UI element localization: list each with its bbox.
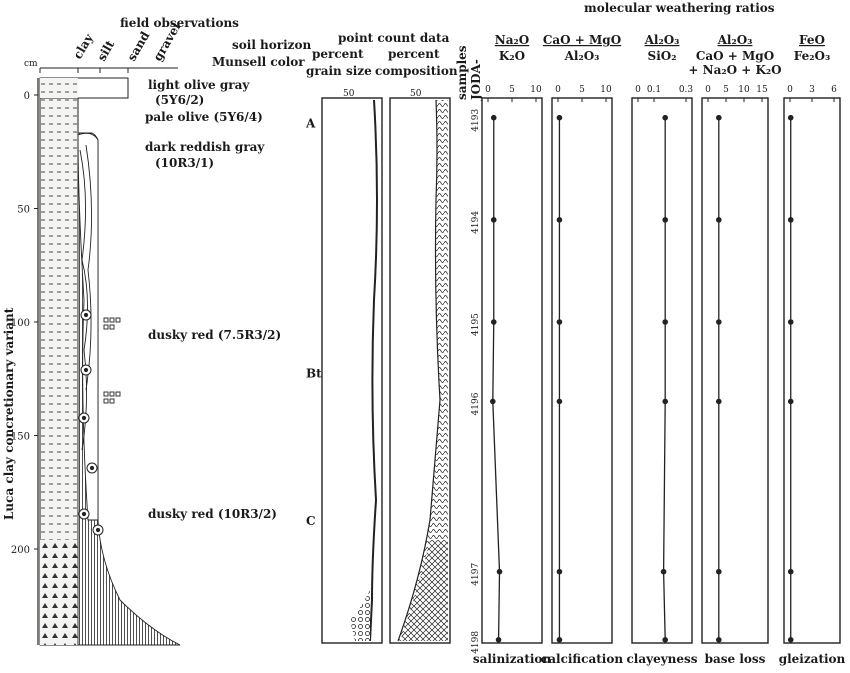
ratio-data-point (788, 217, 794, 223)
munsell-color-label: Munsell color (212, 55, 305, 69)
ratio-tick-label: 0.3 (678, 85, 694, 95)
sample-id: 4194 (471, 210, 481, 234)
depth-tick-label: 50 (17, 204, 30, 216)
ratio-data-point (716, 569, 722, 575)
munsell-dark-reddish-gray: dark reddish gray (145, 140, 265, 154)
weathering-ratios-title: molecular weathering ratios (584, 1, 775, 15)
ratio-tick-label: 0 (485, 85, 491, 95)
ratio-denominator: SiO₂ (647, 49, 677, 63)
depth-tick-label: 150 (10, 431, 30, 443)
ratio-panels (473, 33, 846, 666)
ratio-numerator: Al₂O₃ (644, 33, 680, 47)
munsell-dusky-red-7.5r: dusky red (7.5R3/2) (148, 328, 282, 342)
ratio-panel-gleization (779, 33, 846, 666)
horizon-label-c: C (306, 513, 316, 528)
ratio-data-point (491, 115, 497, 121)
ratio-denominator: K₂O (498, 49, 526, 63)
samples-label: samples (455, 45, 469, 100)
soil-horizon-label: soil horizon (232, 38, 312, 52)
horizon-label-bt: Bt (306, 366, 322, 381)
ratio-tick-label: 0 (555, 85, 561, 95)
ratio-tick-label: 3 (809, 85, 815, 95)
ratio-numerator: FeO (799, 33, 825, 47)
ratio-tick-label: 5 (509, 85, 515, 95)
ratio-panel-frame (482, 98, 542, 643)
horizon-label-a: A (306, 116, 316, 131)
ratio-panel-base loss (688, 33, 781, 666)
ratio-series-line (493, 118, 500, 640)
ratio-panel-frame (702, 98, 768, 643)
ratio-series-line (664, 118, 666, 640)
ratio-data-point (497, 569, 503, 575)
ratio-numerator: CaO + MgO (542, 33, 622, 47)
ratio-panel-salinization (473, 33, 552, 666)
ratio-data-point (662, 319, 668, 325)
ratio-denominator: Fe₂O₃ (793, 49, 831, 63)
depth-unit-label: cm (24, 59, 38, 69)
ratio-tick-label: 0 (705, 85, 711, 95)
grain-tick-50: 50 (343, 89, 355, 99)
ratio-panel-clayeyness (626, 33, 697, 666)
ratio-caption: clayeyness (626, 652, 698, 666)
ratio-numerator: Na₂O (494, 33, 530, 47)
ratio-data-point (662, 217, 668, 223)
ratio-tick-label: 5 (723, 85, 729, 95)
field-observations-label: field observations (120, 16, 239, 30)
ratio-data-point (491, 319, 497, 325)
ratio-caption: salinization (472, 652, 552, 666)
sample-id: 4193 (471, 108, 481, 132)
soil-profile (2, 16, 311, 645)
ratio-data-point (788, 319, 794, 325)
ratio-panel-frame (784, 98, 840, 643)
grain-size-label: grain size (306, 64, 372, 78)
ratio-data-point (788, 569, 794, 575)
ratio-data-point (716, 115, 722, 121)
percent-label-grain: percent (312, 47, 364, 61)
ratio-panel-frame (632, 98, 692, 643)
ratio-tick-label: 10 (738, 85, 750, 95)
sample-id: 4195 (471, 313, 481, 336)
ratio-tick-label: 0 (787, 85, 793, 95)
ratio-tick-label: 0 (635, 85, 641, 95)
ratio-caption: base loss (704, 652, 766, 666)
ratio-tick-label: 5 (579, 85, 585, 95)
percent-label-composition: percent (388, 47, 440, 61)
point-count-panels (306, 31, 458, 643)
ratio-data-point (788, 637, 794, 643)
composition-label: composition (375, 64, 458, 78)
ratio-data-point (557, 217, 563, 223)
ratio-caption: gleization (778, 652, 846, 666)
depth-tick-label: 0 (23, 91, 30, 102)
variant-label: Luca clay concretionary variant (2, 307, 16, 520)
ratio-tick-label: 15 (756, 85, 768, 95)
ratio-data-point (557, 115, 563, 121)
sample-id: 4198 (471, 630, 481, 654)
ratio-tick-label: 0.1 (646, 85, 662, 95)
texture-label-sand: sand (124, 29, 153, 64)
ratio-tick-label: 10 (530, 85, 542, 95)
texture-label-gravel: gravel (150, 20, 184, 64)
ratio-data-point (496, 637, 502, 643)
ratio-data-point (662, 115, 668, 121)
ratio-data-point (716, 637, 722, 643)
ratio-numerator: Al₂O₃ (717, 33, 753, 47)
ratio-data-point (716, 399, 722, 405)
ratio-denominator: + Na₂O + K₂O (688, 63, 782, 77)
horizon-labels (305, 117, 322, 528)
ratio-data-point (491, 217, 497, 223)
texture-label-clay: clay (70, 31, 96, 62)
ratio-denominator: Al₂O₃ (564, 49, 600, 63)
ratio-data-point (662, 399, 668, 405)
samples-column (455, 45, 483, 654)
ratio-data-point (557, 319, 563, 325)
ratio-data-point (788, 399, 794, 405)
ratio-data-point (557, 399, 563, 405)
mottle-symbols (104, 318, 120, 403)
ratio-denominator: CaO + MgO (695, 49, 775, 63)
ratio-caption: calcification (540, 652, 624, 666)
depth-tick-label: 100 (10, 318, 30, 329)
ratio-data-point (661, 569, 667, 575)
munsell-10r3-1: (10R3/1) (155, 156, 215, 170)
composition-tick-50: 50 (410, 89, 422, 99)
ratio-data-point (490, 399, 496, 405)
munsell-light-olive-gray: light olive gray (148, 78, 250, 92)
ratio-data-point (557, 569, 563, 575)
ratio-data-point (557, 637, 563, 643)
sample-id: 4197 (471, 562, 481, 586)
ratio-panel-frame (552, 98, 612, 643)
ratio-tick-label: 10 (600, 85, 612, 95)
ratio-data-point (788, 115, 794, 121)
munsell-5y6-2: (5Y6/2) (155, 93, 205, 107)
munsell-pale-olive: pale olive (5Y6/4) (145, 110, 263, 124)
texture-label-silt: silt (94, 37, 118, 64)
depth-tick-label: 200 (10, 545, 30, 556)
ratio-panel-calcification (541, 33, 623, 666)
sample-id: 4196 (471, 392, 481, 416)
point-count-title: point count data (338, 31, 450, 45)
munsell-dusky-red-10r: dusky red (10R3/2) (148, 507, 277, 521)
joda-label: JODA- (469, 59, 483, 100)
ratio-data-point (716, 217, 722, 223)
ratio-data-point (716, 319, 722, 325)
ratio-data-point (662, 637, 668, 643)
ratio-tick-label: 6 (831, 85, 837, 95)
